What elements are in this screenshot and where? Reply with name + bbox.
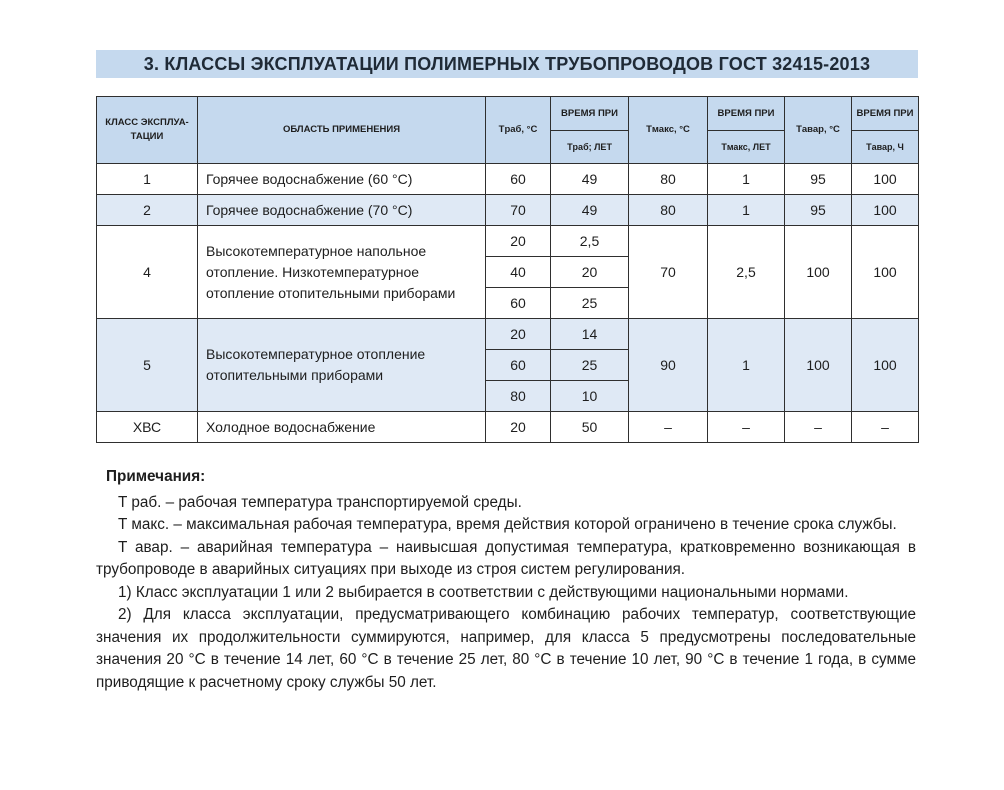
cell-t-work: 20	[486, 319, 551, 350]
cell-years: 2,5	[551, 226, 629, 257]
cell-area: Высокотемпературное напольное отопление. Низкотемпературное отопление отопительными приборами	[198, 226, 486, 319]
cell-t-work: 60	[486, 350, 551, 381]
cell-t-max: 90	[629, 319, 708, 412]
cell-t-emerg: 100	[785, 319, 852, 412]
page-title: 3. КЛАССЫ ЭКСПЛУАТАЦИИ ПОЛИМЕРНЫХ ТРУБОПРОВОДОВ ГОСТ 32415-2013	[143, 53, 871, 74]
header-t-max-years: Tмакс, ЛЕТ	[708, 131, 785, 164]
cell-t-emerg: 95	[785, 195, 852, 226]
cell-t-work: 20	[486, 412, 551, 443]
note-t-emerg: T авар. – аварийная температура – наивысшая допустимая температура, кратковременно возникающая в трубопроводе в аварийных ситуациях при выходе из строя систем регулирования.	[96, 538, 916, 578]
header-time-at-work: ВРЕМЯ ПРИ	[551, 97, 629, 131]
cell-t-work: 80	[486, 381, 551, 412]
cell-class: ХВС	[97, 412, 198, 443]
cell-t-max-years: 1	[708, 319, 785, 412]
cell-t-emerg-hours: 100	[852, 164, 919, 195]
cell-t-max-years: –	[708, 412, 785, 443]
note-2: 2) Для класса эксплуатации, предусматривающего комбинацию рабочих температур, соответствующие значения их продолжительности суммируются, например, для класса 5 предусмотрены последовательные значения 20 °С в течение 14 лет, 60 °С в течение 25 лет, 80 °С в течение 10 лет, 90 °С в течение 1 года, в сумме приводящие к расчетному сроку службы 50 лет.	[96, 606, 916, 691]
cell-t-emerg-hours: 100	[852, 319, 919, 412]
cell-t-work: 40	[486, 257, 551, 288]
cell-years: 25	[551, 350, 629, 381]
cell-years: 20	[551, 257, 629, 288]
cell-t-emerg: –	[785, 412, 852, 443]
cell-class: 2	[97, 195, 198, 226]
cell-years: 10	[551, 381, 629, 412]
header-t-work: Tраб, °С	[486, 97, 551, 164]
cell-t-emerg-hours: –	[852, 412, 919, 443]
notes-heading: Примечания:	[106, 468, 206, 485]
cell-t-max: 70	[629, 226, 708, 319]
cell-t-max-years: 1	[708, 195, 785, 226]
cell-years: 49	[551, 164, 629, 195]
table-row	[97, 164, 919, 195]
note-t-max: T макс. – максимальная рабочая температура, время действия которой ограничено в течение срока службы.	[118, 516, 897, 533]
cell-t-max: 80	[629, 195, 708, 226]
title-bar	[96, 50, 918, 78]
cell-area: Холодное водоснабжение	[198, 412, 486, 443]
header-area: ОБЛАСТЬ ПРИМЕНЕНИЯ	[198, 97, 486, 164]
cell-t-max-years: 2,5	[708, 226, 785, 319]
cell-class: 4	[97, 226, 198, 319]
cell-area: Горячее водоснабжение (70 °С)	[198, 195, 486, 226]
header-time-at-emerg: ВРЕМЯ ПРИ	[852, 97, 919, 131]
header-time-at-max: ВРЕМЯ ПРИ	[708, 97, 785, 131]
table-row	[97, 319, 919, 350]
cell-t-max-years: 1	[708, 164, 785, 195]
cell-area: Высокотемпературное отопление отопительными приборами	[198, 319, 486, 412]
cell-t-emerg-hours: 100	[852, 226, 919, 319]
header-t-emerg-hours: Tавар, Ч	[852, 131, 919, 164]
classes-table	[96, 96, 919, 443]
note-1: 1) Класс эксплуатации 1 или 2 выбирается в соответствии с действующими национальными нормами.	[118, 583, 849, 601]
cell-t-work: 70	[486, 195, 551, 226]
header-t-emerg: Tавар, °С	[785, 97, 852, 164]
table-row	[97, 195, 919, 226]
note-t-work: T раб. – рабочая температура транспортируемой среды.	[118, 493, 522, 511]
cell-years: 14	[551, 319, 629, 350]
notes-section	[96, 466, 916, 694]
cell-years: 50	[551, 412, 629, 443]
cell-t-emerg-hours: 100	[852, 195, 919, 226]
header-t-work-years: Tраб; ЛЕТ	[551, 131, 629, 164]
cell-area: Горячее водоснабжение (60 °С)	[198, 164, 486, 195]
cell-t-work: 60	[486, 164, 551, 195]
table-row	[97, 226, 919, 257]
cell-t-emerg: 95	[785, 164, 852, 195]
table-row	[97, 412, 919, 443]
cell-t-work: 60	[486, 288, 551, 319]
cell-t-emerg: 100	[785, 226, 852, 319]
cell-t-work: 20	[486, 226, 551, 257]
cell-t-max: 80	[629, 164, 708, 195]
cell-years: 25	[551, 288, 629, 319]
cell-t-max: –	[629, 412, 708, 443]
header-class: КЛАСС ЭКСПЛУА-ТАЦИИ	[97, 97, 198, 164]
cell-class: 5	[97, 319, 198, 412]
header-t-max: Tмакс, °С	[629, 97, 708, 164]
cell-class: 1	[97, 164, 198, 195]
cell-years: 49	[551, 195, 629, 226]
